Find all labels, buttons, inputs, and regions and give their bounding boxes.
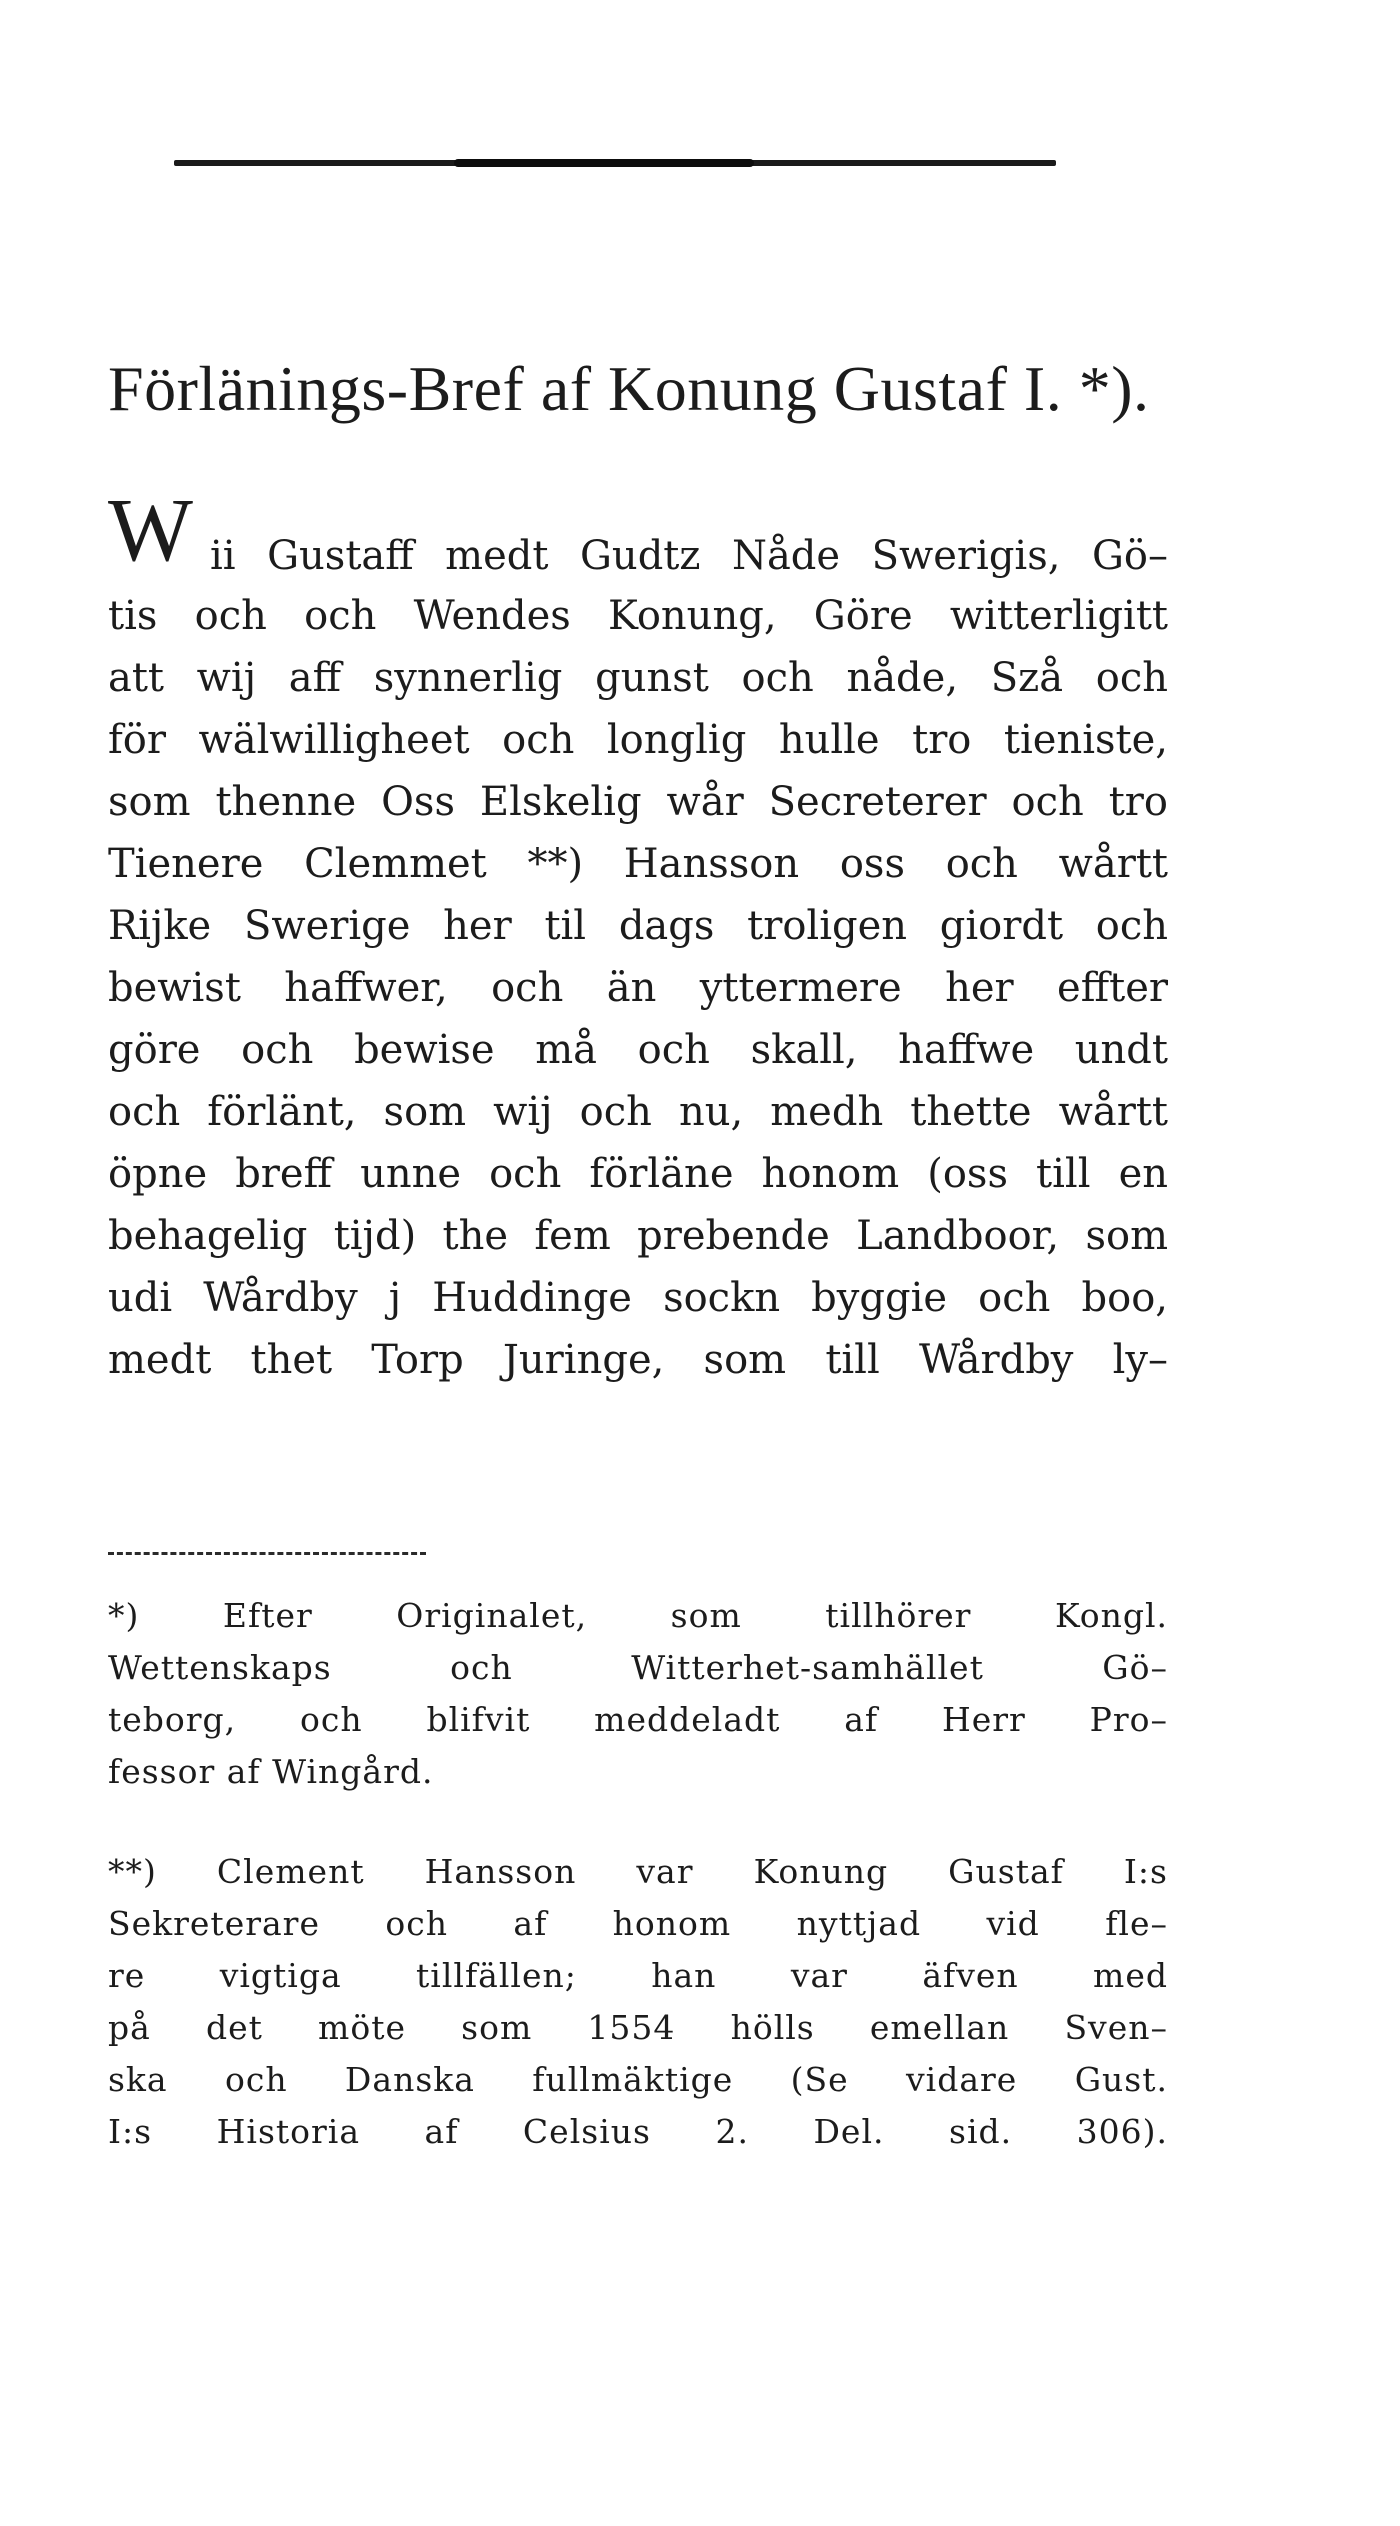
header-rule (174, 160, 1056, 166)
initial-letter: W (108, 481, 193, 580)
footnote-2-line: på det möte som 1554 hölls emellan Sven– (108, 2008, 1168, 2047)
page-title: Förlänings-Bref af Konung Gustaf I. *). (108, 353, 1150, 424)
footnote-2-line: re vigtiga tillfällen; han var äfven med (108, 1956, 1168, 1995)
body-line: göre och bewise må och skall, haffwe undt (108, 1027, 1168, 1073)
body-line: att wij aff synnerlig gunst och nåde, Szå och (108, 655, 1168, 701)
footnote-2-line: ska och Danska fullmäktige (Se vidare Gust. (108, 2060, 1168, 2099)
body-line: för wälwilligheet och longlig hulle tro tieniste, (108, 717, 1168, 763)
body-line: öpne breff unne och förläne honom (oss till en (108, 1151, 1168, 1197)
footnote-2-line: Sekreterare och af honom nyttjad vid fle– (108, 1904, 1168, 1943)
body-line: medt thet Torp Juringe, som till Wårdby ly– (108, 1337, 1168, 1383)
body-line: Tienere Clemmet **) Hansson oss och wårtt (108, 841, 1168, 887)
body-line: ii Gustaff medt Gudtz Nåde Swerigis, Gö– (210, 533, 1168, 579)
body-line: Rijke Swerige her til dags troligen giordt och (108, 903, 1168, 949)
body-line: udi Wårdby j Huddinge sockn byggie och boo, (108, 1275, 1168, 1321)
footnote-1-line: teborg, och blifvit meddeladt af Herr Pro– (108, 1700, 1168, 1739)
footnote-2-line: I:s Historia af Celsius 2. Del. sid. 306). (108, 2112, 1168, 2151)
footnote-1-line: fessor af Wingård. (108, 1752, 434, 1791)
body-line: och förlänt, som wij och nu, medh thette wårtt (108, 1089, 1168, 1135)
body-line: tis och och Wendes Konung, Göre witterligitt (108, 593, 1168, 639)
footnote-1-line: *) Efter Originalet, som tillhörer Kongl. (108, 1596, 1168, 1635)
body-line: behagelig tijd) the fem prebende Landboor, som (108, 1213, 1168, 1259)
body-line: bewist haffwer, och än yttermere her effter (108, 965, 1168, 1011)
footnote-2-line: **) Clement Hansson var Konung Gustaf I:s (108, 1852, 1168, 1891)
body-line: som thenne Oss Elskelig wår Secreterer och tro (108, 779, 1168, 825)
footnote-separator (108, 1552, 426, 1555)
footnote-1-line: Wettenskaps och Witterhet-samhället Gö– (108, 1648, 1168, 1687)
